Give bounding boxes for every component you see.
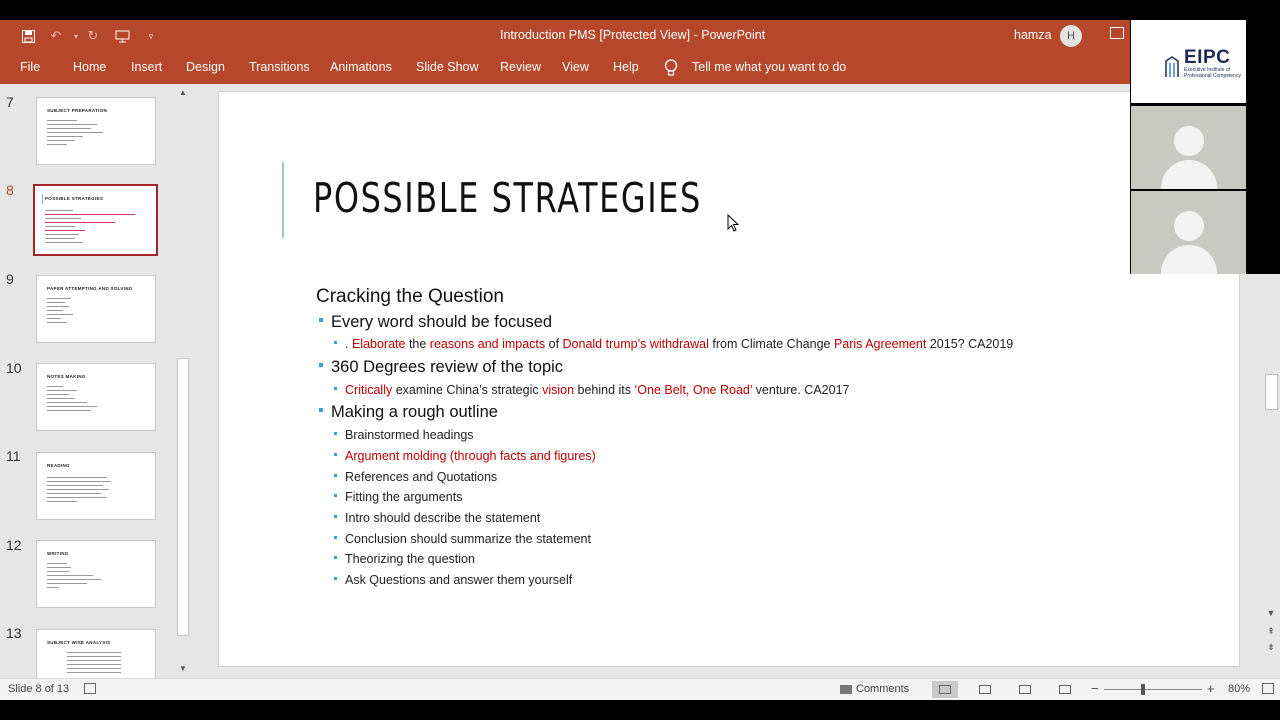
thumbnail-number: 8	[6, 182, 14, 198]
thumbnail-number: 13	[6, 625, 22, 641]
building-logo-icon	[1165, 55, 1179, 79]
mouse-cursor-icon	[727, 214, 739, 232]
slide-title[interactable]: POSSIBLE STRATEGIES	[313, 174, 702, 222]
slide-thumbnail-13[interactable]	[36, 629, 156, 678]
title-bar	[0, 20, 1130, 52]
slide-thumbnail-12[interactable]	[36, 540, 156, 608]
title-accent-rule	[282, 162, 284, 238]
scrollbar-thumb[interactable]	[1265, 374, 1278, 410]
scroll-down-icon[interactable]: ▼	[1266, 608, 1276, 618]
bullet-icon	[334, 556, 337, 559]
next-slide-icon[interactable]: ⇟	[1267, 642, 1275, 652]
window-title: Introduction PMS [Protected View] - PowerPoint	[500, 28, 766, 42]
thumbnail-number: 10	[6, 360, 22, 376]
person-silhouette-icon	[1174, 126, 1204, 156]
ribbon-tabs	[0, 52, 1130, 84]
top-black-bar	[0, 0, 1280, 20]
logo-text: EIPC	[1184, 47, 1231, 68]
undo-icon[interactable]: ↶	[50, 28, 62, 43]
slide-thumbnail-11[interactable]	[36, 452, 156, 520]
slide-sorter-icon	[979, 685, 991, 694]
bullet-level2[interactable]: . Elaborate the reasons and impacts of Donald trump’s withdrawal from Climate Change Paris Agreement 2015? CA2019	[334, 337, 1013, 351]
spelling-check-icon[interactable]	[84, 683, 96, 694]
slide-thumbnail-10[interactable]	[36, 363, 156, 431]
thumbnail-title: WRITING	[47, 551, 69, 556]
tell-me-search[interactable]: Tell me what you want to do	[692, 60, 847, 74]
thumbnail-title: READING	[47, 463, 70, 468]
tab-slide-show[interactable]: Slide Show	[416, 60, 479, 74]
undo-dropdown-icon[interactable]: ▾	[73, 31, 78, 41]
bullet-level1[interactable]: 360 Degrees review of the topic	[319, 358, 563, 377]
slide-thumbnail-8[interactable]	[33, 184, 158, 256]
thumbnail-number: 7	[6, 94, 14, 110]
slide-canvas[interactable]	[218, 91, 1240, 667]
tab-transitions[interactable]: Transitions	[249, 60, 310, 74]
tab-insert[interactable]: Insert	[131, 60, 163, 74]
bullet-level2[interactable]: Critically examine China’s strategic vision behind its ‘One Belt, One Road’ venture. CA2017	[334, 383, 849, 397]
logo-subtitle: Executive Institute of Professional Competency	[1184, 67, 1241, 79]
thumbnail-number: 12	[6, 537, 22, 553]
normal-view-icon	[939, 685, 951, 694]
bullet-icon	[334, 432, 337, 435]
normal-view-button[interactable]	[932, 681, 958, 698]
thumbnail-title: POSSIBLE STRATEGIES	[45, 196, 104, 201]
zoom-level[interactable]: 80%	[1228, 683, 1251, 695]
slideshow-view-icon	[1059, 685, 1071, 694]
bullet-level1[interactable]: Every word should be focused	[319, 313, 552, 332]
bullet-level2[interactable]: Argument molding (through facts and figures)	[334, 449, 596, 463]
comment-icon	[840, 685, 852, 694]
scroll-down-icon[interactable]: ▼	[179, 664, 187, 673]
slide-editing-area	[191, 84, 1262, 678]
thumbnail-number: 11	[6, 448, 21, 464]
thumbnail-title: SUBJECT PREPARATION	[47, 108, 108, 113]
bullet-level1[interactable]: Making a rough outline	[319, 403, 498, 422]
bullet-icon	[334, 387, 337, 390]
bullet-icon	[319, 408, 323, 412]
redo-icon[interactable]: ↻	[87, 28, 99, 43]
comments-label: Comments	[856, 683, 910, 695]
bullet-icon	[319, 363, 323, 367]
reading-view-icon	[1019, 685, 1031, 694]
zoom-slider-track[interactable]	[1104, 689, 1202, 690]
tab-review[interactable]: Review	[500, 60, 541, 74]
slide-thumbnail-9[interactable]	[36, 275, 156, 343]
bullet-icon	[334, 453, 337, 456]
video-call-panel	[1130, 20, 1280, 274]
ribbon-display-options-icon[interactable]	[1110, 27, 1124, 39]
avatar[interactable]: H	[1060, 25, 1082, 47]
bullet-icon	[319, 318, 323, 322]
tab-file[interactable]: File	[20, 60, 41, 74]
thumbnail-scrollbar[interactable]	[175, 84, 191, 678]
body-heading[interactable]: Cracking the Question	[316, 286, 504, 307]
scroll-up-icon[interactable]: ▲	[179, 88, 187, 97]
tab-home[interactable]: Home	[73, 60, 107, 74]
thumbnail-number: 9	[6, 271, 14, 287]
bullet-icon	[334, 494, 337, 497]
presenter-logo-tile[interactable]	[1131, 20, 1246, 103]
scrollbar-thumb[interactable]	[177, 358, 189, 636]
bullet-level2[interactable]: Ask Questions and answer them yourself	[334, 573, 572, 587]
bullet-icon	[334, 536, 337, 539]
bullet-level2[interactable]: Fitting the arguments	[334, 490, 462, 504]
person-silhouette-icon	[1174, 211, 1204, 241]
zoom-in-button[interactable]: +	[1207, 681, 1215, 696]
start-slideshow-icon[interactable]	[112, 26, 132, 46]
bullet-level2[interactable]: Theorizing the question	[334, 552, 475, 566]
tab-design[interactable]: Design	[186, 60, 225, 74]
reading-view-button[interactable]	[1012, 681, 1038, 698]
workspace	[0, 84, 1280, 678]
tab-help[interactable]: Help	[613, 60, 639, 74]
zoom-slider-thumb[interactable]	[1141, 684, 1145, 695]
thumbnail-title: SUBJECT WISE ANALYSIS	[47, 640, 111, 645]
user-name[interactable]: hamza	[1014, 28, 1052, 42]
slide-thumbnail-7[interactable]	[36, 97, 156, 165]
status-bar	[0, 678, 1280, 700]
slide-counter: Slide 8 of 13	[8, 683, 70, 695]
slide-thumbnail-pane	[0, 84, 175, 678]
fit-to-window-icon[interactable]	[1262, 683, 1274, 694]
customize-qat-icon[interactable]: ▿	[148, 30, 154, 41]
zoom-out-button[interactable]: −	[1091, 681, 1099, 696]
comments-button[interactable]	[840, 683, 909, 695]
bullet-icon	[334, 577, 337, 580]
bullet-icon	[334, 341, 337, 344]
thumbnail-title: NOTES MAKING	[47, 374, 86, 379]
bullet-level2[interactable]: Intro should describe the statement	[334, 511, 540, 525]
tab-animations[interactable]: Animations	[330, 60, 392, 74]
bullet-level2[interactable]: Brainstormed headings	[334, 428, 474, 442]
slideshow-view-button[interactable]	[1052, 681, 1078, 698]
previous-slide-icon[interactable]: ⇞	[1267, 626, 1275, 636]
tab-view[interactable]: View	[562, 60, 589, 74]
slide-sorter-button[interactable]	[972, 681, 998, 698]
participant-tile[interactable]	[1131, 106, 1246, 189]
bullet-icon	[334, 515, 337, 518]
thumbnail-title: PAPER ATTEMPTING AND SOLVING	[47, 286, 133, 291]
participant-tile[interactable]	[1131, 191, 1246, 274]
save-icon[interactable]	[18, 26, 38, 46]
lightbulb-icon	[664, 59, 678, 77]
bullet-level2[interactable]: Conclusion should summarize the statement	[334, 532, 591, 546]
bullet-level2[interactable]: References and Quotations	[334, 470, 497, 484]
bullet-icon	[334, 474, 337, 477]
